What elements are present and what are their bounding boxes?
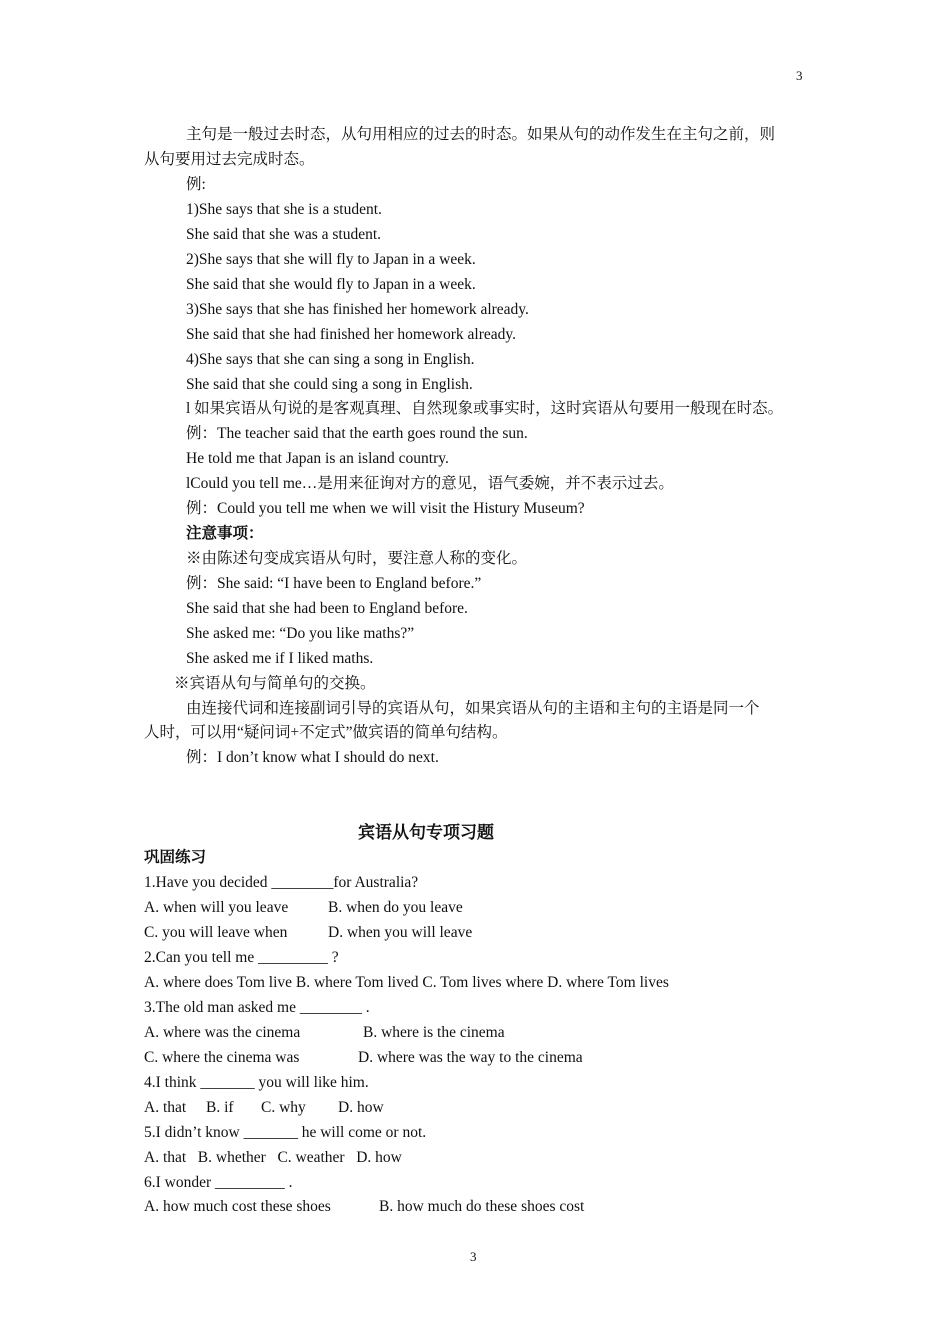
exercise-title: 宾语从句专项习题 [358, 823, 494, 842]
question-3-option-c: C. where the cinema was [144, 1049, 300, 1066]
question-4: 4.I think _______ you will like him. [144, 1074, 369, 1091]
rule-objective-truth-example2: He told me that Japan is an island country. [186, 450, 449, 467]
question-4-option-d: D. how [338, 1099, 384, 1116]
example-4a: 4)She says that she can sing a song in English. [186, 351, 475, 368]
note-simple-sentence-line1: 由连接代词和连接副词引导的宾语从句，如果宾语从句的主语和主句的主语是同一个 [186, 700, 760, 717]
note-person-change: ※由陈述句变成宾语从句时，要注意人称的变化。 [186, 550, 528, 567]
rule-objective-truth-example1: 例：The teacher said that the earth goes round the sun. [186, 425, 528, 442]
question-1-option-a: A. when will you leave [144, 899, 289, 916]
question-1-option-c: C. you will leave when [144, 924, 288, 941]
note-example-4: She asked me if I liked maths. [186, 650, 374, 667]
question-3-option-a: A. where was the cinema [144, 1024, 301, 1041]
question-2: 2.Can you tell me _________ ? [144, 949, 339, 966]
question-3-option-d: D. where was the way to the cinema [358, 1049, 583, 1066]
question-3: 3.The old man asked me ________ . [144, 999, 370, 1016]
page-number-bottom: 3 [470, 1249, 477, 1264]
example-4b: She said that she could sing a song in English. [186, 376, 473, 393]
example-1b: She said that she was a student. [186, 226, 382, 243]
question-1-option-d: D. when you will leave [328, 924, 473, 941]
note-example-1: 例：She said: “I have been to England before.” [186, 575, 482, 592]
page-number-top: 3 [796, 68, 803, 83]
question-4-option-a: A. that [144, 1099, 187, 1116]
question-6-option-a: A. how much cost these shoes [144, 1198, 331, 1215]
question-1-option-b: B. when do you leave [328, 899, 463, 916]
rule-could-you-example: 例：Could you tell me when we will visit the Histury Museum? [186, 500, 585, 517]
note-example-3: She asked me: “Do you like maths?” [186, 625, 415, 642]
example-2b: She said that she would fly to Japan in a week. [186, 276, 476, 293]
question-2-options: A. where does Tom live B. where Tom lived C. Tom lives where D. where Tom lives [144, 974, 669, 991]
note-simple-sentence-example: 例：I don’t know what I should do next. [186, 749, 439, 766]
question-4-option-b: B. if [206, 1099, 234, 1116]
rule-could-you: lCould you tell me…是用来征询对方的意见，语气委婉，并不表示过去。 [186, 475, 674, 492]
exercise-section-heading: 巩固练习 [144, 849, 207, 866]
example-1a: 1)She says that she is a student. [186, 201, 382, 218]
question-3-option-b: B. where is the cinema [363, 1024, 505, 1041]
note-simple-sentence-line2: 人时，可以用“疑问词+不定式”做宾语的简单句结构。 [144, 724, 508, 741]
note-simple-sentence: ※宾语从句与简单句的交换。 [174, 675, 376, 692]
example-3a: 3)She says that she has finished her homework already. [186, 301, 529, 318]
grammar-paragraph-line2: 从句要用过去完成时态。 [144, 151, 315, 168]
example-label: 例: [186, 176, 206, 193]
question-4-option-c: C. why [261, 1099, 306, 1116]
question-5-options: A. that B. whether C. weather D. how [144, 1149, 402, 1166]
grammar-paragraph-line1: 主句是一般过去时态，从句用相应的过去的时态。如果从句的动作发生在主句之前，则 [186, 126, 776, 143]
example-2a: 2)She says that she will fly to Japan in a week. [186, 251, 476, 268]
question-5: 5.I didn’t know _______ he will come or not. [144, 1124, 427, 1141]
example-3b: She said that she had finished her homework already. [186, 326, 516, 343]
rule-objective-truth: l 如果宾语从句说的是客观真理、自然现象或事实时，这时宾语从句要用一般现在时态。 [186, 400, 784, 417]
note-example-2: She said that she had been to England before. [186, 600, 468, 617]
notes-heading: 注意事项： [186, 525, 264, 542]
question-1: 1.Have you decided ________for Australia? [144, 874, 419, 891]
question-6: 6.I wonder _________ . [144, 1174, 293, 1191]
question-6-option-b: B. how much do these shoes cost [379, 1198, 585, 1215]
